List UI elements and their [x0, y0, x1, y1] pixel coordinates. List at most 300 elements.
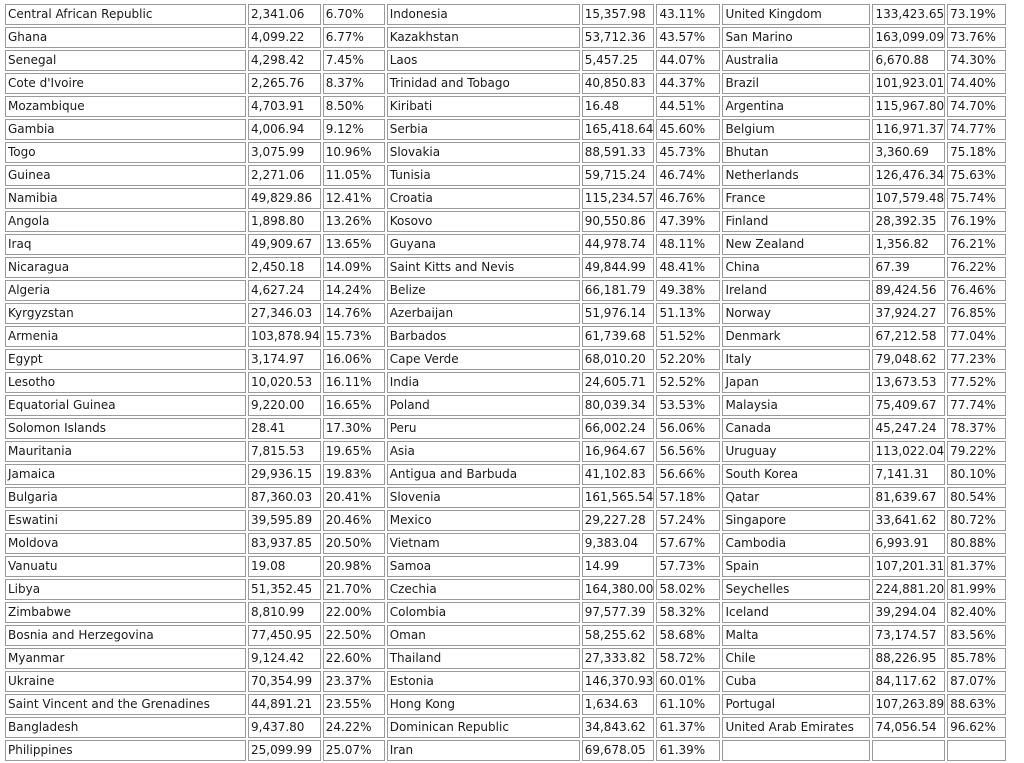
- value-cell: 25,099.99: [248, 740, 321, 761]
- country-name-cell: Kosovo: [387, 211, 580, 232]
- table-row: [5, 165, 1006, 186]
- country-name-cell: Ukraine: [5, 671, 246, 692]
- value-cell: 66,002.24: [582, 418, 655, 439]
- value-cell: 49,844.99: [582, 257, 655, 278]
- country-name-cell: Nicaragua: [5, 257, 246, 278]
- value-cell: 2,341.06: [248, 4, 321, 25]
- value-cell: 74,056.54: [872, 717, 945, 738]
- value-cell: 164,380.00: [582, 579, 655, 600]
- percent-cell: 14.09%: [323, 257, 385, 278]
- value-cell: 4,298.42: [248, 50, 321, 71]
- percent-cell: 47.39%: [656, 211, 720, 232]
- percent-cell: 56.56%: [656, 441, 720, 462]
- value-cell: [872, 740, 945, 761]
- percent-cell: 13.65%: [323, 234, 385, 255]
- value-cell: 133,423.65: [872, 4, 945, 25]
- percent-cell: 85.78%: [947, 648, 1006, 669]
- country-name-cell: Kiribati: [387, 96, 580, 117]
- percent-cell: 77.23%: [947, 349, 1006, 370]
- value-cell: 9,220.00: [248, 395, 321, 416]
- table-row: [5, 303, 1006, 324]
- value-cell: 113,022.04: [872, 441, 945, 462]
- table-row: [5, 372, 1006, 393]
- value-cell: 59,715.24: [582, 165, 655, 186]
- value-cell: 40,850.83: [582, 73, 655, 94]
- country-name-cell: Slovenia: [387, 487, 580, 508]
- country-name-cell: Central African Republic: [5, 4, 246, 25]
- value-cell: 16,964.67: [582, 441, 655, 462]
- country-name-cell: Mexico: [387, 510, 580, 531]
- percent-cell: 14.24%: [323, 280, 385, 301]
- value-cell: 90,550.86: [582, 211, 655, 232]
- country-name-cell: Angola: [5, 211, 246, 232]
- value-cell: 115,967.80: [872, 96, 945, 117]
- value-cell: 39,294.04: [872, 602, 945, 623]
- value-cell: 1,634.63: [582, 694, 655, 715]
- country-name-cell: Iraq: [5, 234, 246, 255]
- percent-cell: 56.66%: [656, 464, 720, 485]
- country-name-cell: Australia: [722, 50, 870, 71]
- country-name-cell: Mozambique: [5, 96, 246, 117]
- percent-cell: 22.60%: [323, 648, 385, 669]
- table-row: [5, 510, 1006, 531]
- table-row: [5, 694, 1006, 715]
- value-cell: 4,703.91: [248, 96, 321, 117]
- value-cell: 8,810.99: [248, 602, 321, 623]
- percent-cell: 74.40%: [947, 73, 1006, 94]
- country-data-table: [3, 2, 1008, 763]
- value-cell: 45,247.24: [872, 418, 945, 439]
- table-row: [5, 73, 1006, 94]
- value-cell: 58,255.62: [582, 625, 655, 646]
- country-name-cell: Kazakhstan: [387, 27, 580, 48]
- value-cell: 7,141.31: [872, 464, 945, 485]
- country-name-cell: Moldova: [5, 533, 246, 554]
- value-cell: 66,181.79: [582, 280, 655, 301]
- table-row: [5, 556, 1006, 577]
- percent-cell: 77.74%: [947, 395, 1006, 416]
- value-cell: 9,383.04: [582, 533, 655, 554]
- percent-cell: 14.76%: [323, 303, 385, 324]
- value-cell: 4,099.22: [248, 27, 321, 48]
- country-name-cell: Chile: [722, 648, 870, 669]
- country-name-cell: Norway: [722, 303, 870, 324]
- value-cell: 80,039.34: [582, 395, 655, 416]
- percent-cell: 44.37%: [656, 73, 720, 94]
- value-cell: 49,909.67: [248, 234, 321, 255]
- percent-cell: 49.38%: [656, 280, 720, 301]
- value-cell: 88,226.95: [872, 648, 945, 669]
- country-name-cell: Tunisia: [387, 165, 580, 186]
- country-name-cell: Equatorial Guinea: [5, 395, 246, 416]
- percent-cell: 44.07%: [656, 50, 720, 71]
- country-name-cell: Serbia: [387, 119, 580, 140]
- country-name-cell: Solomon Islands: [5, 418, 246, 439]
- table-row: [5, 671, 1006, 692]
- percent-cell: 48.41%: [656, 257, 720, 278]
- country-name-cell: Estonia: [387, 671, 580, 692]
- value-cell: 61,739.68: [582, 326, 655, 347]
- percent-cell: 25.07%: [323, 740, 385, 761]
- value-cell: 163,099.09: [872, 27, 945, 48]
- value-cell: 37,924.27: [872, 303, 945, 324]
- country-name-cell: Algeria: [5, 280, 246, 301]
- value-cell: 161,565.54: [582, 487, 655, 508]
- country-name-cell: Singapore: [722, 510, 870, 531]
- percent-cell: 9.12%: [323, 119, 385, 140]
- percent-cell: 12.41%: [323, 188, 385, 209]
- country-name-cell: [722, 740, 870, 761]
- percent-cell: 61.39%: [656, 740, 720, 761]
- value-cell: 146,370.93: [582, 671, 655, 692]
- percent-cell: 16.06%: [323, 349, 385, 370]
- percent-cell: 73.19%: [947, 4, 1006, 25]
- value-cell: 101,923.01: [872, 73, 945, 94]
- percent-cell: 8.50%: [323, 96, 385, 117]
- value-cell: 19.08: [248, 556, 321, 577]
- value-cell: 69,678.05: [582, 740, 655, 761]
- value-cell: 24,605.71: [582, 372, 655, 393]
- percent-cell: 56.06%: [656, 418, 720, 439]
- country-name-cell: Eswatini: [5, 510, 246, 531]
- country-name-cell: Indonesia: [387, 4, 580, 25]
- country-name-cell: Togo: [5, 142, 246, 163]
- country-name-cell: Bhutan: [722, 142, 870, 163]
- value-cell: 70,354.99: [248, 671, 321, 692]
- value-cell: 2,265.76: [248, 73, 321, 94]
- value-cell: 97,577.39: [582, 602, 655, 623]
- country-name-cell: Spain: [722, 556, 870, 577]
- percent-cell: 21.70%: [323, 579, 385, 600]
- value-cell: 3,075.99: [248, 142, 321, 163]
- percent-cell: 43.11%: [656, 4, 720, 25]
- percent-cell: 75.63%: [947, 165, 1006, 186]
- percent-cell: 87.07%: [947, 671, 1006, 692]
- country-name-cell: Malta: [722, 625, 870, 646]
- country-name-cell: Canada: [722, 418, 870, 439]
- percent-cell: 78.37%: [947, 418, 1006, 439]
- country-name-cell: Vanuatu: [5, 556, 246, 577]
- country-name-cell: Gambia: [5, 119, 246, 140]
- percent-cell: 76.46%: [947, 280, 1006, 301]
- percent-cell: 52.20%: [656, 349, 720, 370]
- percent-cell: 6.70%: [323, 4, 385, 25]
- percent-cell: 76.85%: [947, 303, 1006, 324]
- table-row: [5, 625, 1006, 646]
- value-cell: 15,357.98: [582, 4, 655, 25]
- country-name-cell: Brazil: [722, 73, 870, 94]
- country-name-cell: Kyrgyzstan: [5, 303, 246, 324]
- value-cell: 75,409.67: [872, 395, 945, 416]
- percent-cell: 45.73%: [656, 142, 720, 163]
- country-name-cell: Saint Vincent and the Grenadines: [5, 694, 246, 715]
- country-name-cell: Uruguay: [722, 441, 870, 462]
- value-cell: 224,881.20: [872, 579, 945, 600]
- value-cell: 29,936.15: [248, 464, 321, 485]
- country-name-cell: Malaysia: [722, 395, 870, 416]
- percent-cell: 81.99%: [947, 579, 1006, 600]
- country-name-cell: Ireland: [722, 280, 870, 301]
- value-cell: 9,124.42: [248, 648, 321, 669]
- value-cell: 14.99: [582, 556, 655, 577]
- value-cell: 6,670.88: [872, 50, 945, 71]
- value-cell: 165,418.64: [582, 119, 655, 140]
- country-name-cell: Egypt: [5, 349, 246, 370]
- country-name-cell: Poland: [387, 395, 580, 416]
- value-cell: 4,006.94: [248, 119, 321, 140]
- percent-cell: 48.11%: [656, 234, 720, 255]
- value-cell: 116,971.37: [872, 119, 945, 140]
- value-cell: 51,976.14: [582, 303, 655, 324]
- value-cell: 51,352.45: [248, 579, 321, 600]
- value-cell: 44,891.21: [248, 694, 321, 715]
- country-name-cell: Hong Kong: [387, 694, 580, 715]
- country-name-cell: Lesotho: [5, 372, 246, 393]
- percent-cell: 46.76%: [656, 188, 720, 209]
- country-name-cell: Portugal: [722, 694, 870, 715]
- percent-cell: 43.57%: [656, 27, 720, 48]
- value-cell: 53,712.36: [582, 27, 655, 48]
- value-cell: 6,993.91: [872, 533, 945, 554]
- value-cell: 10,020.53: [248, 372, 321, 393]
- country-name-cell: Namibia: [5, 188, 246, 209]
- percent-cell: 13.26%: [323, 211, 385, 232]
- table-row: [5, 4, 1006, 25]
- table-row: [5, 441, 1006, 462]
- country-name-cell: United Arab Emirates: [722, 717, 870, 738]
- percent-cell: 76.22%: [947, 257, 1006, 278]
- value-cell: 107,201.31: [872, 556, 945, 577]
- country-name-cell: New Zealand: [722, 234, 870, 255]
- percent-cell: 80.54%: [947, 487, 1006, 508]
- country-name-cell: Denmark: [722, 326, 870, 347]
- country-name-cell: Czechia: [387, 579, 580, 600]
- country-name-cell: Iran: [387, 740, 580, 761]
- percent-cell: 58.02%: [656, 579, 720, 600]
- value-cell: 81,639.67: [872, 487, 945, 508]
- country-name-cell: Belize: [387, 280, 580, 301]
- table-row: [5, 257, 1006, 278]
- table-row: [5, 188, 1006, 209]
- percent-cell: 23.37%: [323, 671, 385, 692]
- percent-cell: 76.21%: [947, 234, 1006, 255]
- country-name-cell: Oman: [387, 625, 580, 646]
- country-name-cell: Myanmar: [5, 648, 246, 669]
- data-table-container: [3, 2, 1008, 763]
- percent-cell: 77.52%: [947, 372, 1006, 393]
- percent-cell: 81.37%: [947, 556, 1006, 577]
- table-row: [5, 602, 1006, 623]
- table-row: [5, 349, 1006, 370]
- table-row: [5, 533, 1006, 554]
- percent-cell: 80.72%: [947, 510, 1006, 531]
- country-name-cell: Colombia: [387, 602, 580, 623]
- percent-cell: 19.83%: [323, 464, 385, 485]
- percent-cell: 16.11%: [323, 372, 385, 393]
- percent-cell: 24.22%: [323, 717, 385, 738]
- value-cell: 28.41: [248, 418, 321, 439]
- country-name-cell: Vietnam: [387, 533, 580, 554]
- percent-cell: 58.68%: [656, 625, 720, 646]
- country-name-cell: Cote d'Ivoire: [5, 73, 246, 94]
- percent-cell: 75.18%: [947, 142, 1006, 163]
- country-name-cell: Bulgaria: [5, 487, 246, 508]
- country-name-cell: Bosnia and Herzegovina: [5, 625, 246, 646]
- table-row: [5, 464, 1006, 485]
- country-name-cell: San Marino: [722, 27, 870, 48]
- country-name-cell: Guinea: [5, 165, 246, 186]
- value-cell: 2,271.06: [248, 165, 321, 186]
- value-cell: 107,263.89: [872, 694, 945, 715]
- value-cell: 3,360.69: [872, 142, 945, 163]
- value-cell: 68,010.20: [582, 349, 655, 370]
- percent-cell: 74.70%: [947, 96, 1006, 117]
- table-row: [5, 418, 1006, 439]
- percent-cell: 10.96%: [323, 142, 385, 163]
- table-row: [5, 717, 1006, 738]
- value-cell: 83,937.85: [248, 533, 321, 554]
- country-name-cell: Seychelles: [722, 579, 870, 600]
- value-cell: 87,360.03: [248, 487, 321, 508]
- table-row: [5, 395, 1006, 416]
- country-name-cell: Antigua and Barbuda: [387, 464, 580, 485]
- table-row: [5, 280, 1006, 301]
- country-name-cell: France: [722, 188, 870, 209]
- value-cell: 34,843.62: [582, 717, 655, 738]
- value-cell: 33,641.62: [872, 510, 945, 531]
- percent-cell: 51.52%: [656, 326, 720, 347]
- percent-cell: 44.51%: [656, 96, 720, 117]
- percent-cell: 79.22%: [947, 441, 1006, 462]
- table-row: [5, 119, 1006, 140]
- value-cell: 7,815.53: [248, 441, 321, 462]
- value-cell: 27,333.82: [582, 648, 655, 669]
- value-cell: 4,627.24: [248, 280, 321, 301]
- country-name-cell: Azerbaijan: [387, 303, 580, 324]
- country-name-cell: Laos: [387, 50, 580, 71]
- percent-cell: 11.05%: [323, 165, 385, 186]
- percent-cell: 23.55%: [323, 694, 385, 715]
- percent-cell: 20.46%: [323, 510, 385, 531]
- country-name-cell: Bangladesh: [5, 717, 246, 738]
- country-name-cell: Iceland: [722, 602, 870, 623]
- percent-cell: 22.00%: [323, 602, 385, 623]
- country-name-cell: Mauritania: [5, 441, 246, 462]
- table-row: [5, 234, 1006, 255]
- value-cell: 67.39: [872, 257, 945, 278]
- percent-cell: 82.40%: [947, 602, 1006, 623]
- country-name-cell: Croatia: [387, 188, 580, 209]
- table-row: [5, 487, 1006, 508]
- country-name-cell: Finland: [722, 211, 870, 232]
- value-cell: 107,579.48: [872, 188, 945, 209]
- country-name-cell: Belgium: [722, 119, 870, 140]
- percent-cell: 20.50%: [323, 533, 385, 554]
- country-name-cell: Cambodia: [722, 533, 870, 554]
- percent-cell: 74.77%: [947, 119, 1006, 140]
- percent-cell: 22.50%: [323, 625, 385, 646]
- percent-cell: 57.67%: [656, 533, 720, 554]
- percent-cell: 80.10%: [947, 464, 1006, 485]
- percent-cell: 16.65%: [323, 395, 385, 416]
- country-name-cell: Cuba: [722, 671, 870, 692]
- table-row: [5, 142, 1006, 163]
- value-cell: 13,673.53: [872, 372, 945, 393]
- percent-cell: 83.56%: [947, 625, 1006, 646]
- percent-cell: 20.98%: [323, 556, 385, 577]
- percent-cell: 61.10%: [656, 694, 720, 715]
- country-name-cell: China: [722, 257, 870, 278]
- country-name-cell: Argentina: [722, 96, 870, 117]
- percent-cell: 75.74%: [947, 188, 1006, 209]
- table-row: [5, 96, 1006, 117]
- country-name-cell: Barbados: [387, 326, 580, 347]
- country-name-cell: Netherlands: [722, 165, 870, 186]
- country-name-cell: Thailand: [387, 648, 580, 669]
- country-name-cell: India: [387, 372, 580, 393]
- value-cell: 79,048.62: [872, 349, 945, 370]
- value-cell: 27,346.03: [248, 303, 321, 324]
- country-name-cell: Guyana: [387, 234, 580, 255]
- country-name-cell: Qatar: [722, 487, 870, 508]
- table-row: [5, 326, 1006, 347]
- value-cell: 1,898.80: [248, 211, 321, 232]
- percent-cell: 17.30%: [323, 418, 385, 439]
- table-body: [5, 4, 1006, 761]
- percent-cell: 20.41%: [323, 487, 385, 508]
- percent-cell: 57.24%: [656, 510, 720, 531]
- value-cell: 44,978.74: [582, 234, 655, 255]
- percent-cell: 57.18%: [656, 487, 720, 508]
- country-name-cell: Armenia: [5, 326, 246, 347]
- table-row: [5, 211, 1006, 232]
- country-name-cell: Senegal: [5, 50, 246, 71]
- percent-cell: 15.73%: [323, 326, 385, 347]
- value-cell: 73,174.57: [872, 625, 945, 646]
- value-cell: 41,102.83: [582, 464, 655, 485]
- table-row: [5, 579, 1006, 600]
- percent-cell: 74.30%: [947, 50, 1006, 71]
- value-cell: 77,450.95: [248, 625, 321, 646]
- value-cell: 28,392.35: [872, 211, 945, 232]
- value-cell: 89,424.56: [872, 280, 945, 301]
- country-name-cell: Libya: [5, 579, 246, 600]
- country-name-cell: Cape Verde: [387, 349, 580, 370]
- percent-cell: 58.72%: [656, 648, 720, 669]
- country-name-cell: Dominican Republic: [387, 717, 580, 738]
- value-cell: 1,356.82: [872, 234, 945, 255]
- country-name-cell: Slovakia: [387, 142, 580, 163]
- table-row: [5, 648, 1006, 669]
- percent-cell: 57.73%: [656, 556, 720, 577]
- value-cell: 126,476.34: [872, 165, 945, 186]
- value-cell: 9,437.80: [248, 717, 321, 738]
- table-row: [5, 740, 1006, 761]
- table-row: [5, 27, 1006, 48]
- percent-cell: 6.77%: [323, 27, 385, 48]
- country-name-cell: Peru: [387, 418, 580, 439]
- percent-cell: 8.37%: [323, 73, 385, 94]
- percent-cell: 53.53%: [656, 395, 720, 416]
- percent-cell: 45.60%: [656, 119, 720, 140]
- percent-cell: 61.37%: [656, 717, 720, 738]
- percent-cell: [947, 740, 1006, 761]
- country-name-cell: Jamaica: [5, 464, 246, 485]
- percent-cell: 80.88%: [947, 533, 1006, 554]
- value-cell: 67,212.58: [872, 326, 945, 347]
- country-name-cell: United Kingdom: [722, 4, 870, 25]
- value-cell: 115,234.57: [582, 188, 655, 209]
